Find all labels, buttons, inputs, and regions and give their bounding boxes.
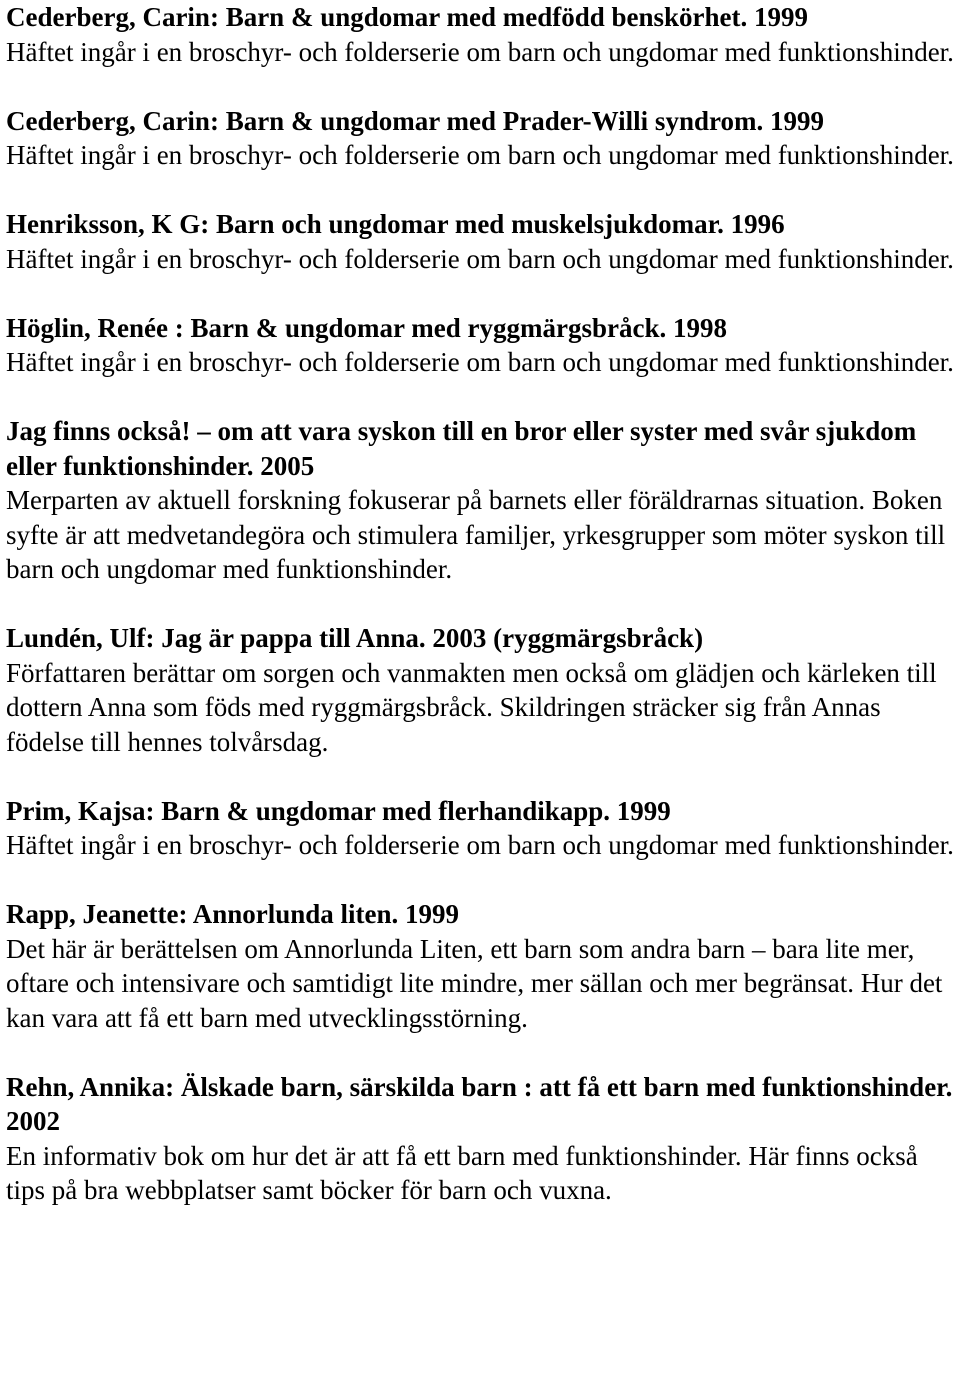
entry-heading: Prim, Kajsa: Barn & ungdomar med flerhandikapp. 1999	[6, 795, 671, 826]
book-entry	[6, 207, 958, 276]
entry-heading: Höglin, Renée : Barn & ungdomar med ryggmärgsbråck. 1998	[6, 312, 727, 343]
entry-description: Det här är berättelsen om Annorlunda Liten, ett barn som andra barn – bara lite mer, oftare och intensivare och samtidigt lite mindre, mer sällan och mer begränsat. Hur det kan vara att få ett barn med utvecklingsstörning.	[6, 933, 943, 1033]
entry-description: Merparten av aktuell forskning fokuserar på barnets eller föräldrarnas situation. Boken syfte är att medvetandegöra och stimulera familjer, yrkesgrupper som möter syskon till barn och ungdomar med funktionshinder.	[6, 485, 946, 584]
entry-description: Häftet ingår i en broschyr- och folderserie om barn och ungdomar med funktionshinder.	[6, 830, 954, 860]
entry-heading: Cederberg, Carin: Barn & ungdomar med Prader-Willi syndrom. 1999	[6, 105, 824, 136]
book-entry	[6, 621, 958, 759]
book-entry	[6, 414, 958, 587]
entry-heading: Cederberg, Carin: Barn & ungdomar med medfödd benskörhet. 1999	[6, 2, 808, 32]
reading-list	[6, 0, 958, 1242]
entry-description: Författaren berättar om sorgen och vanmakten men också om glädjen och kärleken till dottern Anna som föds med ryggmärgsbråck. Skildringen sträcker sig från Annas födelse till hennes tolvårsdag.	[6, 657, 937, 757]
book-entry	[6, 311, 958, 380]
entry-heading: Lundén, Ulf: Jag är pappa till Anna. 2003 (ryggmärgsbråck)	[6, 623, 704, 653]
entry-description: Häftet ingår i en broschyr- och folderserie om barn och ungdomar med funktionshinder.	[6, 243, 954, 274]
entry-description: Häftet ingår i en broschyr- och folderserie om barn och ungdomar med funktionshinder.	[6, 36, 954, 67]
entry-heading: Jag finns också! – om att vara syskon till en bror eller syster med svår sjukdom eller funktionshinder. 2005	[6, 416, 917, 481]
book-entry	[6, 0, 958, 69]
book-entry	[6, 104, 958, 173]
book-entry	[6, 794, 958, 863]
entry-description: En informativ bok om hur det är att få ett barn med funktionshinder. Här finns också tips på bra webbplatser samt böcker för barn och vuxna.	[6, 1140, 918, 1205]
entry-heading: Henriksson, K G: Barn och ungdomar med muskelsjukdomar. 1996	[6, 209, 785, 239]
book-entry	[6, 1070, 958, 1208]
entry-description: Häftet ingår i en broschyr- och folderserie om barn och ungdomar med funktionshinder.	[6, 347, 954, 377]
book-entry	[6, 897, 958, 1035]
entry-description: Häftet ingår i en broschyr- och folderserie om barn och ungdomar med funktionshinder.	[6, 140, 954, 170]
entry-heading: Rapp, Jeanette: Annorlunda liten. 1999	[6, 899, 460, 929]
entry-heading: Rehn, Annika: Älskade barn, särskilda barn : att få ett barn med funktionshinder. 2002	[6, 1071, 953, 1136]
